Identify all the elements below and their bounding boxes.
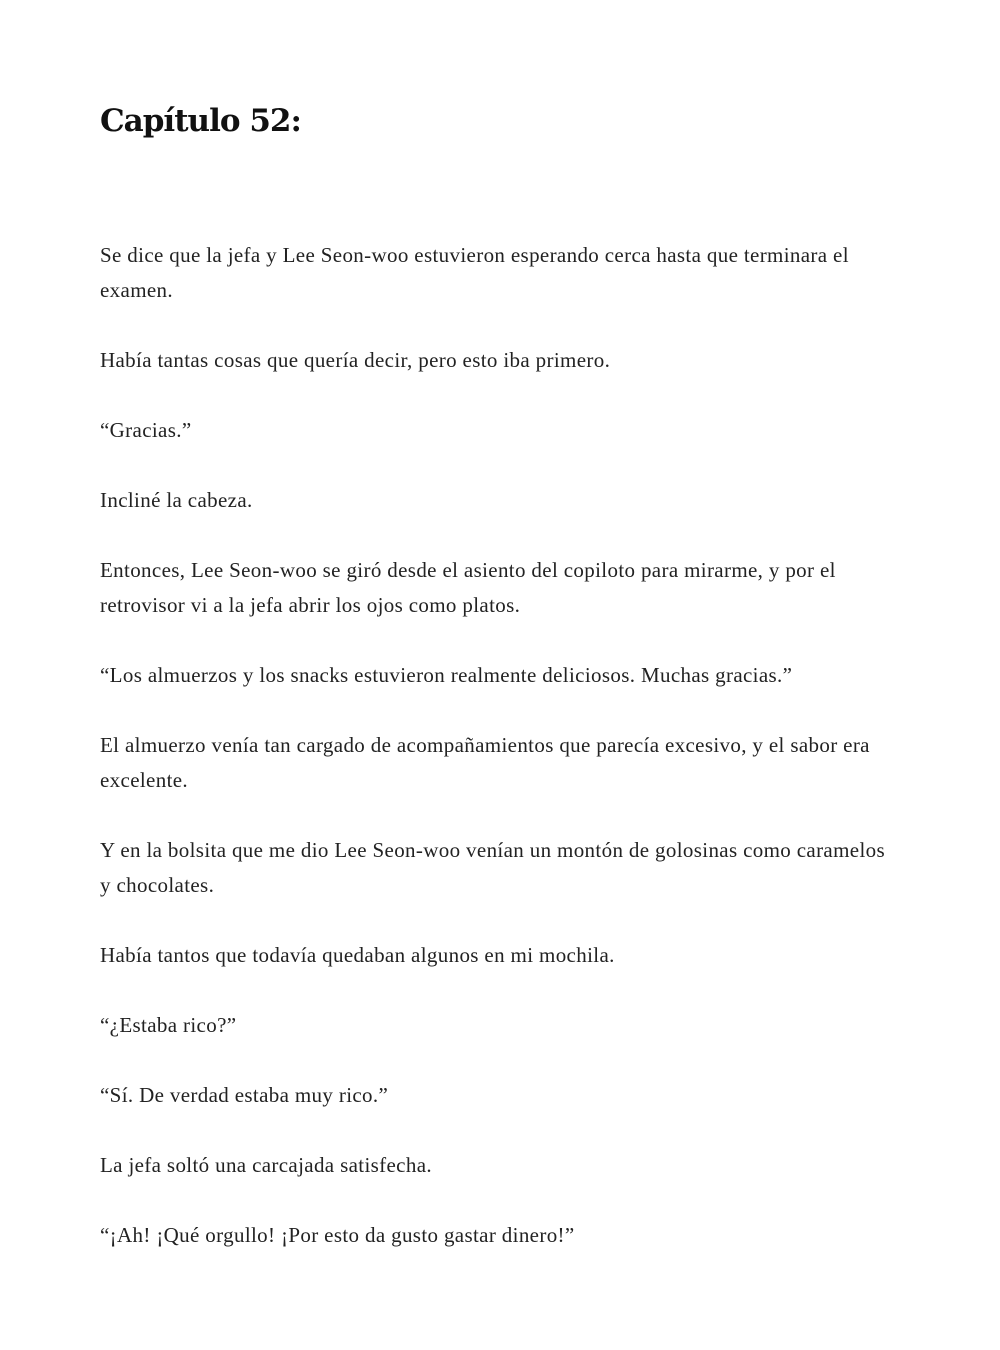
paragraph: La jefa soltó una carcajada satisfecha. [100,1153,432,1177]
chapter-body [100,238,900,1288]
dialogue-line: “Los almuerzos y los snacks estuvieron realmente deliciosos. Muchas gracias.” [100,663,793,687]
paragraph: Se dice que la jefa y Lee Seon-woo estuvieron esperando cerca hasta que terminara el examen. [100,243,849,302]
dialogue-line: “¡Ah! ¡Qué orgullo! ¡Por esto da gusto gastar dinero!” [100,1223,575,1247]
paragraph: Había tantos que todavía quedaban algunos en mi mochila. [100,943,615,967]
dialogue-line: “Sí. De verdad estaba muy rico.” [100,1083,389,1107]
dialogue-line: “¿Estaba rico?” [100,1013,237,1037]
paragraph: Incliné la cabeza. [100,488,253,512]
paragraph: Y en la bolsita que me dio Lee Seon-woo venían un montón de golosinas como caramelos y chocolates. [100,838,886,897]
paragraph: El almuerzo venía tan cargado de acompañamientos que parecía excesivo, y el sabor era excelente. [100,733,870,792]
paragraph: Había tantas cosas que quería decir, pero esto iba primero. [100,348,611,372]
paragraph: Entonces, Lee Seon-woo se giró desde el asiento del copiloto para mirarme, y por el retrovisor vi a la jefa abrir los ojos como platos. [100,558,836,617]
dialogue-line: “Gracias.” [100,418,192,442]
chapter-title: Capítulo 52: [100,103,301,139]
